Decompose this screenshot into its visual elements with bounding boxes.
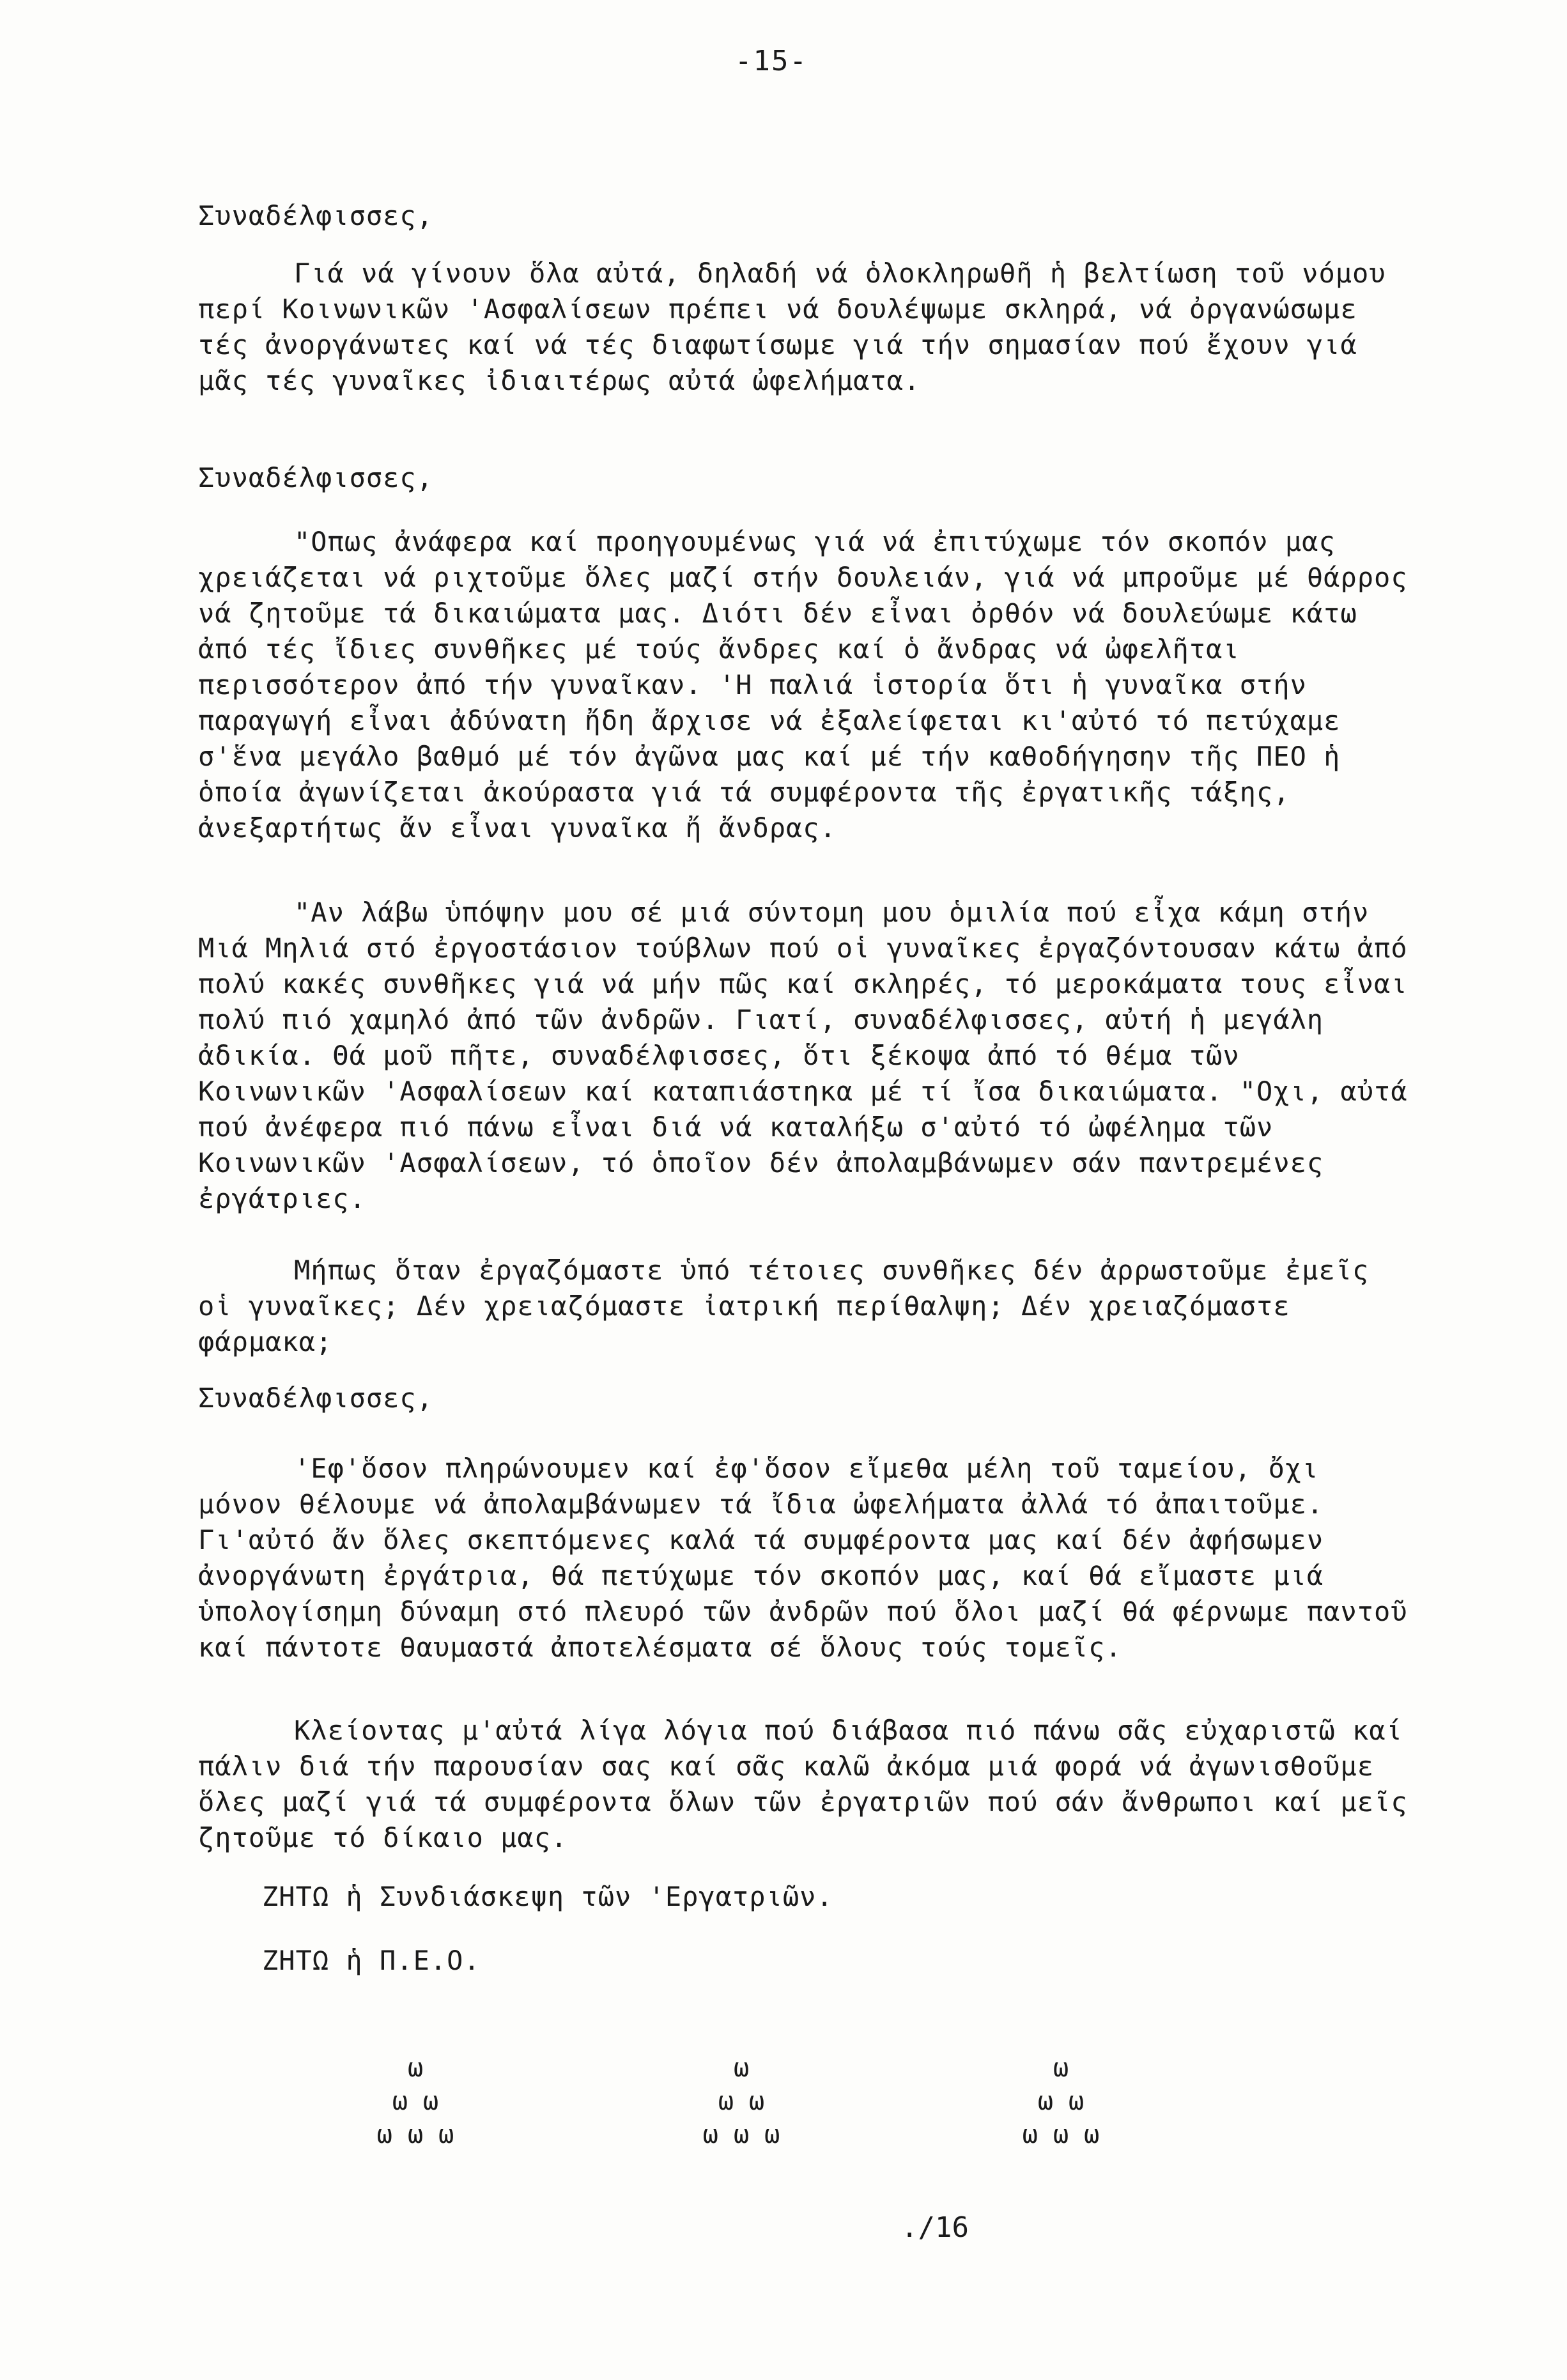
cheer-line-1: ΖΗΤΩ ἡ Συνδιάσκεψη τῶν 'Εργατριῶν. <box>262 1881 833 1912</box>
paragraph-4: Μήπως ὅταν ἐργαζόμαστε ὑπό τέτοιες συνθῆκες δέν ἀρρωστοῦμε ἐμεῖς οἱ γυναῖκες; Δέν χρειαζόμαστε ἰατρική περίθαλψη; Δέν χρειαζόμαστε φάρμακα; <box>198 1255 1386 1357</box>
ornament-triangle-center: ω ω ω ω ω ω <box>702 2053 780 2149</box>
paragraph-6: Κλείοντας μ'αὐτά λίγα λόγια πού διάβασα πιό πάνω σᾶς εὐχαριστῶ καί πάλιν διά τήν παρουσίαν σας καί σᾶς καλῶ ἀκόμα μιά φορά νά ἀγωνισθοῦμε ὅλες μαζί γιά τά συμφέροντα ὅλων τῶν ἐργατριῶν πού σάν ἄνθρωποι καί μεῖς ζητοῦμε τό δίκαιο μας. <box>198 1715 1424 1853</box>
salutation-1: Συναδέλφισσες, <box>198 200 434 231</box>
paragraph-5: 'Εφ'ὅσον πληρώνουμεν καί ἐφ'ὅσον εἴμεθα μέλη τοῦ ταμείου, ὄχι μόνον θέλουμε νά ἀπολαμβάνωμεν τά ἴδια ὠφελήματα ἀλλά τό ἀπαιτοῦμε. Γι'αὐτό ἄν ὅλες σκεπτόμενες καλά τά συμφέροντα μας καί δέν ἀφήσωμεν ἀνοργάνωτη ἐργάτρια, θά πετύχωμε τόν σκοπόν μας, καί θά εἴμαστε μιά ὑπολογίσημη δύναμη στό πλευρό τῶν ἀνδρῶν πού ὅλοι μαζί θά φέρνωμε παντοῦ καί πάντοτε θαυμαστά ἀποτελέσματα σέ ὅλους τούς τομεῖς. <box>198 1453 1424 1663</box>
ornament-triangle-right: ω ω ω ω ω ω <box>1022 2053 1100 2149</box>
salutation-2: Συναδέλφισσες, <box>198 462 434 493</box>
paragraph-3: "Αν λάβω ὑπόψην μου σέ μιά σύντομη μου ὁμιλία πού εἶχα κάμη στήν Μιά Μηλιά στό ἐργοστάσιον τούβλων πού οἱ γυναῖκες ἐργαζόντουσαν κάτω ἀπό πολύ κακές συνθῆκες γιά νά μήν πῶς καί σκληρές, τό μεροκάματα τους εἶναι πολύ πιό χαμηλό ἀπό τῶν ἀνδρῶν. Γιατί, συναδέλφισσες, αὐτή ἡ μεγάλη ἀδικία. Θά μοῦ πῆτε, συναδέλφισσες, ὅτι ξέκοψα ἀπό τό θέμα τῶν Κοινωνικῶν 'Ασφαλίσεων καί καταπιάστηκα μέ τί ἴσα δικαιώματα. "Οχι, αὐτά πού ἀνέφερα πιό πάνω εἶναι διά νά καταλήξω σ'αὐτό τό ὠφέλημα τῶν Κοινωνικῶν 'Ασφαλίσεων, τό ὁποῖον δέν ἀπολαμβάνωμεν σάν παντρεμένες ἐργάτριες. <box>198 897 1424 1214</box>
paragraph-1: Γιά νά γίνουν ὅλα αὐτά, δηλαδή νά ὁλοκληρωθῆ ἡ βελτίωση τοῦ νόμου περί Κοινωνικῶν 'Ασφαλίσεων πρέπει νά δουλέψωμε σκληρά, νά ὀργανώσωμε τές ἀνοργάνωτες καί νά τές διαφωτίσωμε γιά τήν σημασίαν πού ἔχουν γιά μᾶς τές γυναῖκες ἰδιαιτέρως αὐτά ὠφελήματα. <box>198 258 1403 396</box>
cheer-line-2: ΖΗΤΩ ἡ Π.Ε.Ο. <box>262 1945 481 1976</box>
ornament-triangle-left: ω ω ω ω ω ω <box>376 2053 454 2149</box>
paragraph-2: "Οπως ἀνάφερα καί προηγουμένως γιά νά ἐπιτύχωμε τόν σκοπόν μας χρειάζεται νά ριχτοῦμε ὅλες μαζί στήν δουλειάν, γιά νά μπροῦμε μέ θάρρος νά ζητοῦμε τά δικαιώματα μας. Διότι δέν εἶναι ὀρθόν νά δουλεύωμε κάτω ἀπό τές ἴδιες συνθῆκες μέ τούς ἄνδρες καί ὁ ἄνδρας νά ὠφελῆται περισσότερον ἀπό τήν γυναῖκαν. 'Η παλιά ἱστορία ὅτι ἡ γυναῖκα στήν παραγωγή εἶναι ἀδύνατη ἤδη ἄρχισε νά ἐξαλείφεται κι'αὐτό τό πετύχαμε σ'ἕνα μεγάλο βαθμό μέ τόν ἀγῶνα μας καί μέ τήν καθοδήγησην τῆς ΠΕΟ ἡ ὁποία ἀγωνίζεται ἀκούραστα γιά τά συμφέροντα τῆς ἐργατικῆς τάξης, ἀνεξαρτήτως ἄν εἶναι γυναῖκα ἤ ἄνδρας. <box>198 526 1424 844</box>
page-number: -15- <box>735 45 808 77</box>
continuation-marker: ./16 <box>901 2211 969 2244</box>
salutation-3: Συναδέλφισσες, <box>198 1382 434 1414</box>
